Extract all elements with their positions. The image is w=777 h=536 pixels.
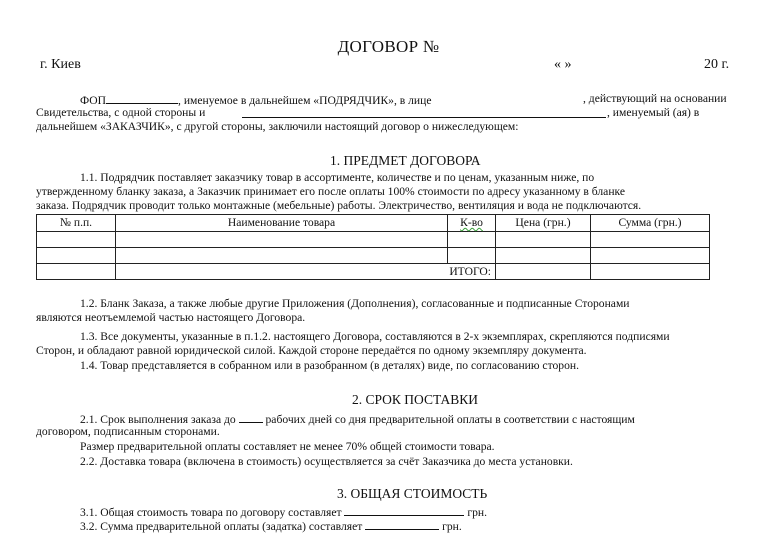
section-3-p2-a: 3.2. Сумма предварительной оплаты (задатка) составляет bbox=[80, 520, 363, 533]
section-3-p2 bbox=[80, 518, 462, 534]
column-header: № п.п. bbox=[37, 215, 116, 232]
section-3-p1-a: 3.1. Общая стоимость товара по договору составляет bbox=[80, 506, 342, 519]
section-2-p1-b: рабочих дней со дня предварительной оплаты в соответствии с настоящим bbox=[265, 413, 635, 426]
preamble-line-3: дальнейшем «ЗАКАЗЧИК», с другой стороны, заключили настоящий договор о нижеследующем: bbox=[36, 120, 519, 133]
section-1-heading: 1. ПРЕДМЕТ ДОГОВОРА bbox=[330, 153, 481, 168]
section-3-p1-b: грн. bbox=[467, 506, 488, 519]
section-2-p1-line-2: договором, подписанным сторонами. bbox=[36, 425, 220, 438]
fop-prefix: ФОП bbox=[80, 94, 107, 107]
table-total-row bbox=[37, 264, 710, 280]
table-cell bbox=[448, 232, 496, 248]
city: г. Киев bbox=[40, 57, 81, 72]
section-2-p1-a: 2.1. Срок выполнения заказа до bbox=[80, 413, 236, 426]
table-cell bbox=[37, 232, 116, 248]
date-quotes: « » bbox=[554, 57, 572, 72]
section-1-p3-line-2: Сторон, и обладают равной юридической силой. Каждой стороне передаётся по одному экземпляру документа. bbox=[36, 344, 587, 357]
table-header-row bbox=[37, 215, 710, 232]
table-cell bbox=[37, 264, 116, 280]
section-2-p3: 2.2. Доставка товара (включена в стоимость) осуществляется за счёт Заказчика до места установки. bbox=[80, 455, 573, 468]
table-cell bbox=[116, 232, 448, 248]
column-header: Сумма (грн.) bbox=[591, 215, 710, 232]
table-cell bbox=[37, 248, 116, 264]
section-2-heading: 2. СРОК ПОСТАВКИ bbox=[352, 392, 479, 407]
section-1-p2-line-2: являются неотъемлемой частью настоящего Договора. bbox=[36, 311, 306, 324]
section-1-p1-line-2: утвержденному бланку заказа, а Заказчик принимает его после оплаты 100% стоимости по адресу указанному в бланке bbox=[36, 185, 626, 198]
table-cell bbox=[591, 264, 710, 280]
preamble-line-2 bbox=[36, 106, 205, 120]
column-header: К-во bbox=[448, 215, 496, 232]
section-2-p2: Размер предварительной оплаты составляет не менее 70% общей стоимости товара. bbox=[80, 440, 495, 453]
table-cell bbox=[591, 248, 710, 264]
section-1-p4: 1.4. Товар представляется в собранном или в разобранном (в деталях) виде, по согласованию сторон. bbox=[80, 359, 579, 372]
document-title: ДОГОВОР № bbox=[337, 37, 440, 56]
section-1-p3-line-1: 1.3. Все документы, указанные в п.1.2. настоящего Договора, составляются в 2-х экземплярах, скрепляются подписями bbox=[80, 330, 670, 343]
table-row bbox=[37, 248, 710, 264]
section-1-p2-line-1: 1.2. Бланк Заказа, а также любые другие Приложения (Дополнения), согласованные и подписанные Сторонами bbox=[80, 297, 630, 310]
column-header: Цена (грн.) bbox=[496, 215, 591, 232]
prepayment-blank bbox=[365, 518, 439, 530]
table-cell bbox=[448, 248, 496, 264]
table-cell bbox=[496, 232, 591, 248]
table-cell bbox=[591, 232, 710, 248]
customer-name-blank bbox=[242, 106, 606, 118]
preamble-line-1-end: , действующий на основании bbox=[583, 92, 727, 105]
total-label: ИТОГО: bbox=[116, 264, 496, 280]
table-row bbox=[37, 232, 710, 248]
table-cell bbox=[496, 264, 591, 280]
section-1-p1-line-1: 1.1. Подрядчик поставляет заказчику товар в ассортименте, количестве и по ценам, указанным ниже, по bbox=[80, 171, 595, 184]
preamble-text-2: Свидетельства, с одной стороны и bbox=[36, 106, 206, 119]
section-3-p2-b: грн. bbox=[442, 520, 462, 533]
fop-name-blank bbox=[106, 92, 178, 104]
section-3-heading: 3. ОБЩАЯ СТОИМОСТЬ bbox=[337, 486, 488, 501]
preamble-line-2-end: , именуемый (ая) в bbox=[607, 106, 700, 119]
days-blank bbox=[239, 411, 263, 423]
preamble-text-1: , именуемое в дальнейшем «ПОДРЯДЧИК», в лице bbox=[178, 94, 432, 107]
table-cell bbox=[116, 248, 448, 264]
year-field: 20 г. bbox=[704, 57, 730, 72]
total-cost-blank bbox=[344, 504, 464, 516]
goods-table bbox=[36, 214, 710, 280]
table-cell bbox=[496, 248, 591, 264]
column-header: Наименование товара bbox=[116, 215, 448, 232]
section-1-p1-line-3: заказа. Подрядчик проводит только монтажные (мебельные) работы. Электричество, вентиляция и вода не подключаются. bbox=[36, 199, 642, 212]
